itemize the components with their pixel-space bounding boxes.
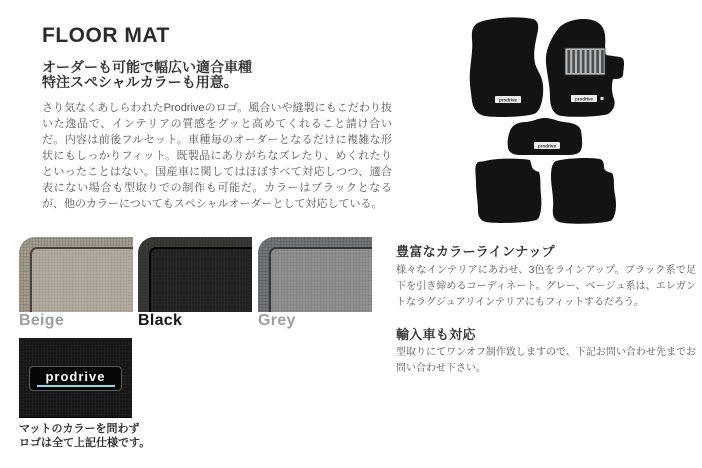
mat-badge-front-left — [495, 96, 521, 103]
prodrive-underline — [37, 385, 115, 387]
import-cars-body: 型取りにてワンオフ制作致しますので、下記お問い合わせ先までお問い合わせ下さい。 — [396, 347, 696, 374]
rear-left-mat — [475, 159, 541, 223]
swatch-image-beige — [19, 237, 133, 312]
subtitle-line-1: オーダーも可能で幅広い適合車種 — [42, 59, 252, 75]
page-title: FLOOR MAT — [42, 24, 170, 47]
swatch-image-black — [138, 237, 252, 312]
prodrive-badge — [29, 366, 122, 391]
prodrive-wordmark: prodrive — [45, 369, 106, 384]
subtitle-line-2: 特注スペシャルカラーも用意。 — [42, 74, 238, 90]
swatch-label-black: Black — [138, 312, 183, 329]
product-photo-mat-set — [440, 5, 700, 230]
swatch-carpet-black — [149, 247, 252, 312]
center-mat — [508, 118, 583, 155]
swatch-image-grey — [258, 237, 372, 312]
logo-caption-line-1: マットのカラーを問わず — [19, 423, 140, 435]
import-cars-heading: 輸入車も対応 — [396, 327, 476, 342]
logo-photo — [19, 338, 132, 418]
heel-pad — [565, 48, 605, 75]
rear-right-mat — [551, 158, 616, 224]
logo-caption-line-2: ロゴは全て上記仕様です。 — [19, 437, 151, 449]
swatch-label-grey: Grey — [258, 312, 296, 329]
intro-paragraph: さり気なくあしらわれたProdriveのロゴ。風合いや縫製にもこだわり抜いた逸品で、インテリアの質感をグッと高めてくれること請け合いだ。内容は前後フルセット。車種毎のオーダーとなるだけに複雑な形状にもしっかりフィット。既製品にありがちなズレたり、めくれたりといったことはない。国産車に関してはほぼすべて対応しつつ、適合表にない場合も型取りでの制作も可能だ。カラーはブラックとなるが、他のカラーについてもスペシャルオーダーとして対応している。 — [42, 102, 392, 210]
mat-badge-center — [534, 142, 560, 149]
mat-badge-text: prodrive — [498, 97, 518, 103]
subtitle — [42, 60, 252, 90]
swatch-label-beige: Beige — [19, 312, 65, 329]
color-lineup-heading: 豊富なカラーラインナップ — [396, 244, 555, 259]
swatch-carpet-beige — [30, 247, 133, 312]
mat-badge-text: prodrive — [537, 143, 557, 149]
color-lineup-body: 様々なインテリアにあわせ、3色をラインアップ。ブラック系で足下を引き締めるコーディネート。グレー、ベージュ系は、エレガントなラグジュアリインテリアにもフィットするだろう。 — [396, 265, 696, 308]
mat-badge-text: prodrive — [574, 96, 594, 102]
logo-caption — [19, 422, 150, 450]
swatch-carpet-grey — [269, 247, 372, 312]
